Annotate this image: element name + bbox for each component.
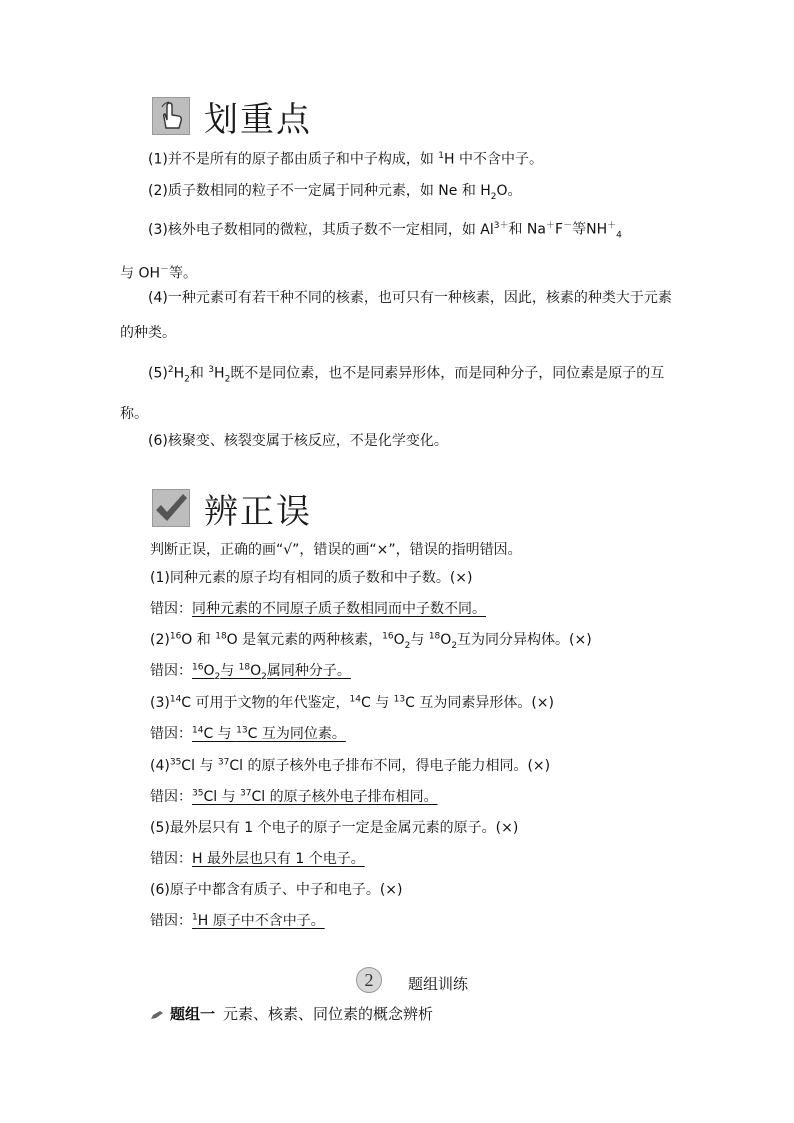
question-6: (6)原子中都含有质子、中子和电子。(×) [150, 882, 403, 898]
point-5: $(5)^2H_2$和 $^3H_2$既不是同位素，也不是同素异形体，而是同种分子，同位素是原子的互称。 [120, 365, 665, 423]
group-title: 元素、核素、同位素的概念辨析 [223, 1005, 434, 1023]
group-heading [150, 1003, 433, 1024]
section-title: 辨正误 [204, 491, 312, 532]
answer-6: 错因：$^1$H 原子中不含中子。 [150, 912, 325, 929]
section-header-true-false [152, 486, 312, 530]
pointing-hand-icon [152, 97, 190, 135]
question-5: (5)最外层只有 1 个电子的原子一定是金属元素的原子。(×) [150, 820, 519, 836]
section-title: 划重点 [204, 99, 312, 140]
training-title: 题组训练 [408, 975, 469, 993]
question-2: $(2)^{16}O$ 和 $^{18}$O 是氧元素的两种核素，$^{16}O_2$与 $^{18}O_2$互为同分异构体。(×) [150, 631, 592, 651]
answer-5: 错因：H 最外层也只有 1 个电子。 [150, 851, 365, 867]
answer-3: 错因：$^{14}$C 与 $^{13}$C 互为同位素。 [150, 725, 346, 742]
instructions: 判断正误，正确的画“√”，错误的画“×”，错误的指明错因。 [150, 542, 522, 558]
answer-1: 错因：同种元素的不同原子质子数相同而中子数不同。 [150, 601, 486, 617]
point-4: (4)一种元素可有若干种不同的核素，也可只有一种核素，因此，核素的种类大于元素的种类。 [120, 290, 672, 341]
point-3: (3)核外电子数相同的微粒，其质子数不一定相同，如 $Al^{3+}$和 Na＋F－等$NH^+_4$ 与 OH－等。 [120, 221, 622, 283]
point-1: (1)并不是所有的原子都由质子和中子构成，如 $^1$H 中不含中子。 [148, 151, 543, 168]
checkmark-icon [152, 489, 190, 527]
point-6: (6)核聚变、核裂变属于核反应，不是化学变化。 [148, 433, 448, 449]
group-label: 题组一 [170, 1005, 216, 1023]
answer-4: 错因：$^{35}$Cl 与 $^{37}$Cl 的原子核外电子排布相同。 [150, 788, 438, 805]
answer-2: 错因：$^{16}O_2$与 $^{18}O_2$属同种分子。 [150, 662, 351, 682]
section-number-badge: 2 [356, 967, 382, 993]
question-4: $(4)^{35}Cl$ 与 $^{37}$Cl 的原子核外电子排布不同，得电子能力相同。(×) [150, 757, 551, 774]
section-header-key-points [152, 94, 312, 138]
question-3: $(3)^{14}C$ 可用于文物的年代鉴定，$^{14}$C 与 $^{13}$C 互为同素异形体。(×) [150, 694, 555, 711]
question-1: (1)同种元素的原子均有相同的质子数和中子数。(×) [150, 570, 473, 586]
pencil-icon [150, 1010, 164, 1020]
point-2: (2)质子数相同的粒子不一定属于同种元素，如 Ne 和 $H_2O$。 [148, 183, 522, 202]
